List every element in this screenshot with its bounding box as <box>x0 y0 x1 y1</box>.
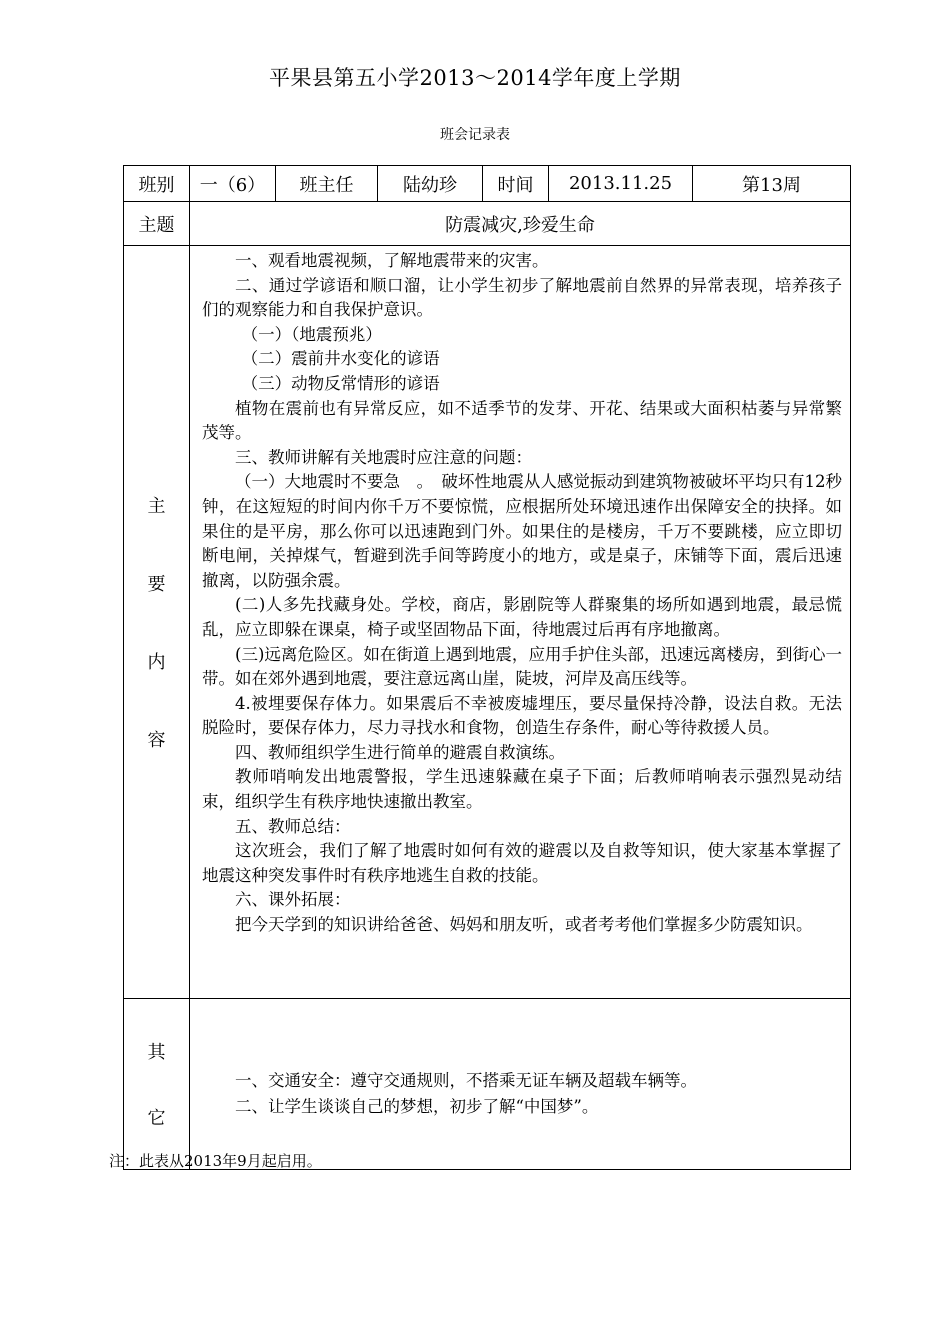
other-paragraph: 一、交通安全：遵守交通规则，不搭乘无证车辆及超载车辆等。 <box>235 1071 697 1090</box>
content-paragraph: 教师哨响发出地震警报，学生迅速躲藏在桌子下面；后教师哨响表示强烈晃动结束，组织学生有秩序地快速撤出教室。 <box>202 767 842 812</box>
content-label-char: 容 <box>147 730 166 751</box>
other-paragraph: 二、让学生谈谈自己的梦想，初步了解“中国梦”。 <box>235 1097 599 1116</box>
table-row <box>124 999 851 1170</box>
content-paragraph: 4.被埋要保存体力。如果震后不幸被废墟埋压，要尽量保持冷静，设法自救。无法脱险时，要保存体力，尽力寻找水和食物，创造生存条件，耐心等待救援人员。 <box>202 693 842 738</box>
main-content <box>190 246 851 999</box>
content-paragraph: （二）震前井水变化的谚语 <box>241 349 440 369</box>
content-paragraph: 三、教师讲解有关地震时应注意的问题： <box>235 447 532 467</box>
class-meeting-record-table <box>123 165 851 1170</box>
table-row <box>124 166 851 202</box>
content-paragraph: 二、通过学谚语和顺口溜，让小学生初步了解地震前自然界的异常表现，培养孩子们的观察能力和自我保护意识。 <box>202 275 842 320</box>
content-paragraph: 四、教师组织学生进行简单的避震自救演练。 <box>235 742 565 762</box>
other-content <box>190 999 851 1170</box>
content-label-char: 要 <box>147 574 166 595</box>
content-paragraph: 一、观看地震视频，了解地震带来的灾害。 <box>235 251 549 270</box>
document-subtitle: 班会记录表 <box>440 127 510 143</box>
content-paragraph: 把今天学到的知识讲给爸爸、妈妈和朋友听，或者考考他们掌握多少防震知识。 <box>235 915 813 935</box>
other-label <box>124 999 190 1170</box>
time-label: 时间 <box>483 166 549 202</box>
topic-value: 防震减灾,珍爱生命 <box>190 202 851 246</box>
content-paragraph: 五、教师总结： <box>235 816 351 836</box>
table-row <box>124 202 851 246</box>
content-label-char: 内 <box>147 652 166 673</box>
table-row <box>124 246 851 999</box>
time-value: 2013.11.25 <box>549 166 693 202</box>
content-label <box>124 246 190 999</box>
other-label-char: 其 <box>147 1042 166 1063</box>
week-value: 第13周 <box>693 166 851 202</box>
content-paragraph: 这次班会，我们了解了地震时如何有效的避震以及自救等知识，使大家基本掌握了地震这种突发事件时有秩序地逃生自救的技能。 <box>202 841 842 885</box>
class-label: 班别 <box>124 166 190 202</box>
footer-note: 注：此表从2013年9月起启用。 <box>109 1152 322 1170</box>
content-paragraph: (二)人多先找藏身处。学校，商店，影剧院等人群聚集的场所如遇到地震，最忌慌乱，应立即躲在课桌，椅子或坚固物品下面，待地震过后再有序地撤离。 <box>202 595 842 639</box>
content-paragraph: (三)远离危险区。如在街道上遇到地震，应用手护住头部，迅速远离楼房，到街心一带。如在郊外遇到地震，要注意远离山崖，陡坡，河岸及高压线等。 <box>202 644 842 689</box>
content-paragraph: （一）大地震时不要急 。 破坏性地震从人感觉振动到建筑物被破坏平均只有12秒钟，在这短短的时间内你千万不要惊慌，应根据所处环境迅速作出保障安全的抉择。如果住的是平房，那么你可以迅速跑到门外。如果住的是楼房，千万不要跳楼，应立即切断电闸，关掉煤气，暂避到洗手间等跨度小的地方，或是桌子，床铺等下面，震后迅速撤离，以防强余震。 <box>202 472 842 590</box>
document-title: 平果县第五小学2013～2014学年度上学期 <box>269 66 681 90</box>
topic-label: 主题 <box>124 202 190 246</box>
content-label-char: 主 <box>147 496 166 517</box>
other-label-char: 它 <box>147 1108 166 1129</box>
content-paragraph: 六、课外拓展： <box>235 890 351 910</box>
class-value: 一（6） <box>190 166 276 202</box>
content-paragraph: （三）动物反常情形的谚语 <box>241 373 440 393</box>
content-paragraph: 植物在震前也有异常反应，如不适季节的发芽、开花、结果或大面积枯萎与异常繁茂等。 <box>202 398 842 443</box>
teacher-value: 陆幼珍 <box>378 166 483 202</box>
teacher-label: 班主任 <box>276 166 378 202</box>
content-paragraph: （一）（地震预兆） <box>241 324 382 344</box>
